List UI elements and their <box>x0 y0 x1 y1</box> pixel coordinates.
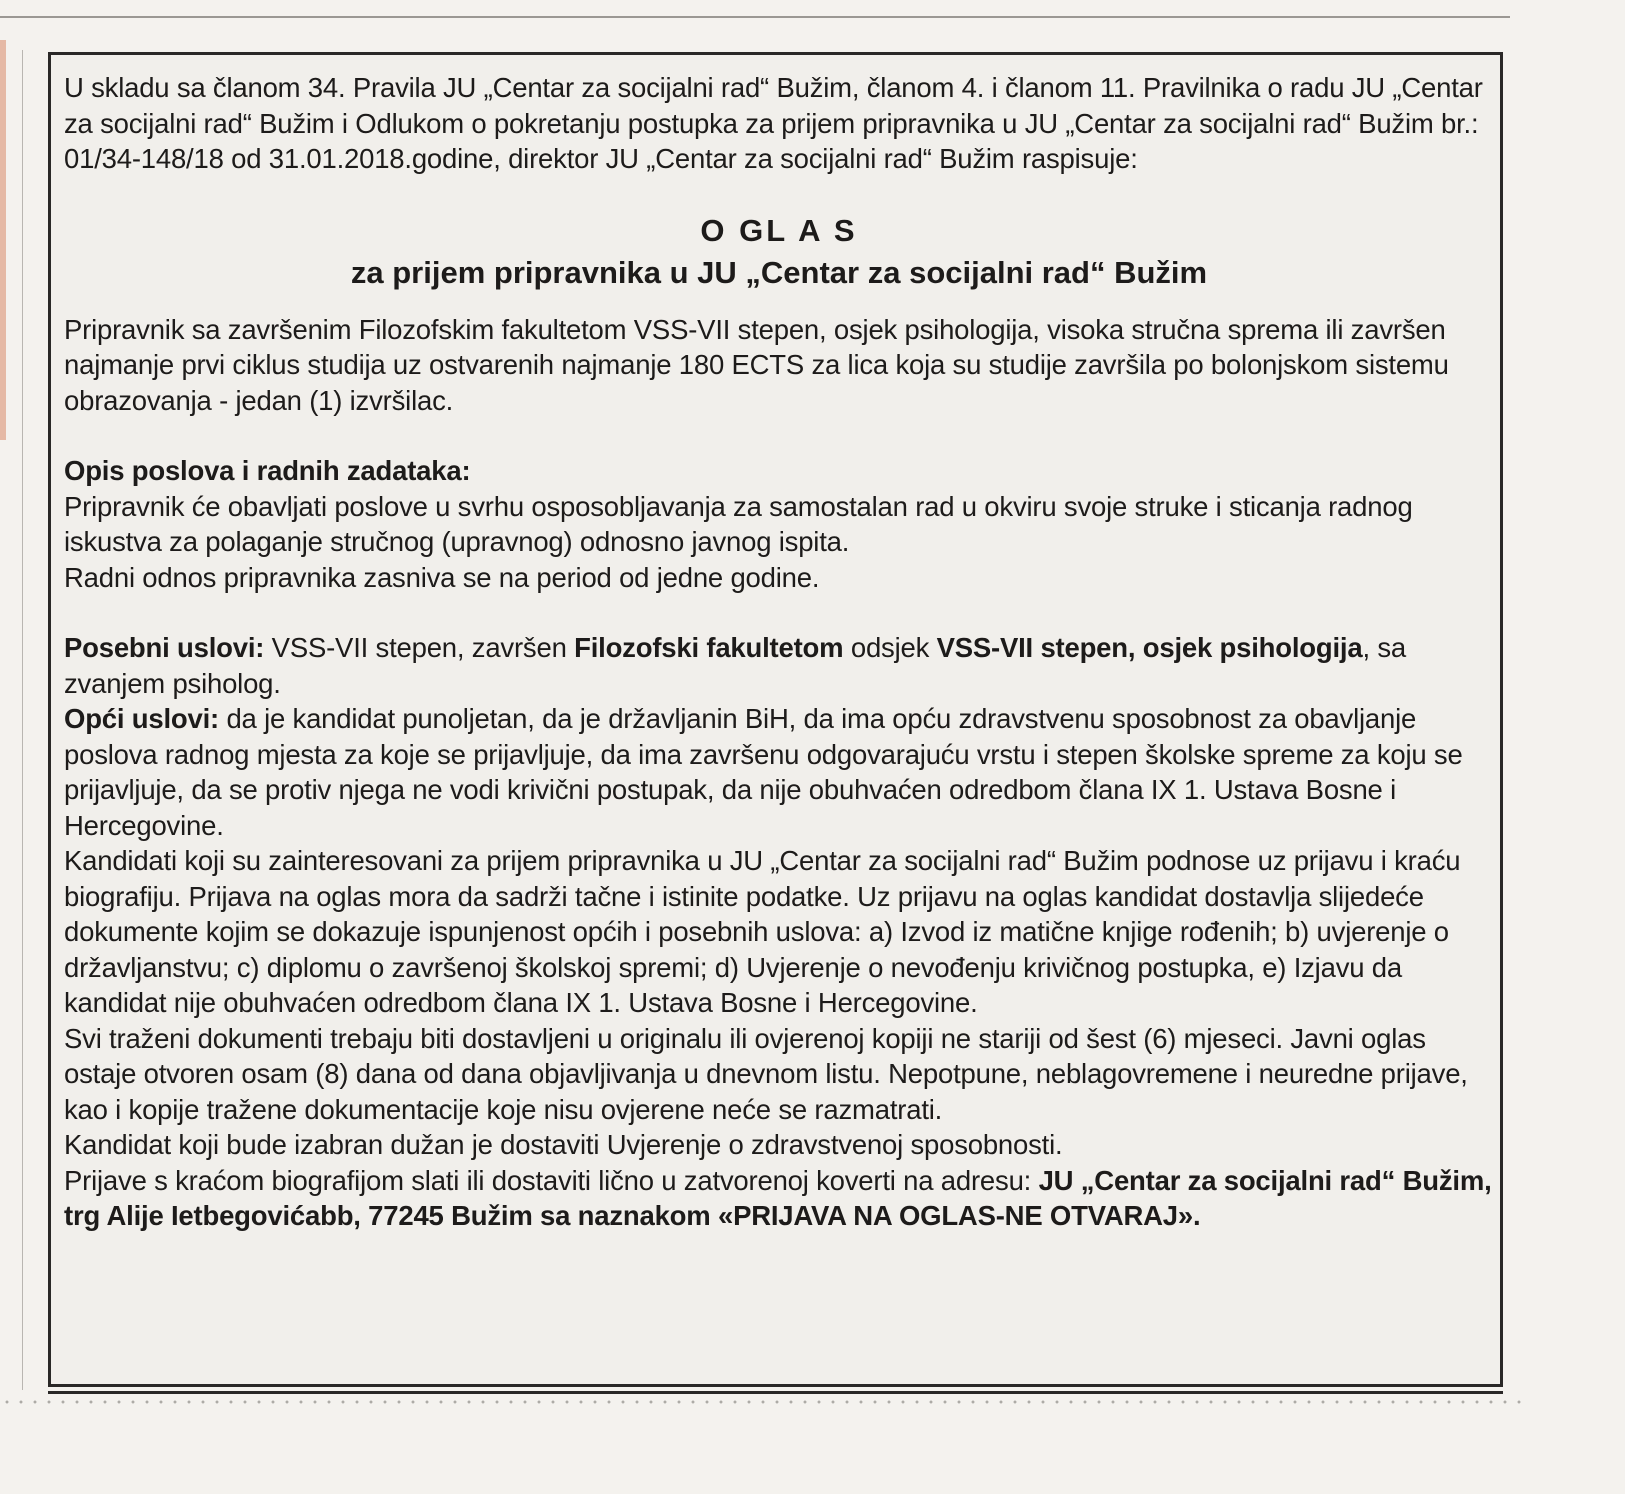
special-conditions <box>64 630 1494 701</box>
duration-text: Radni odnos pripravnika zasniva se na period od jedne godine. <box>64 561 820 593</box>
submission-address: JU „Centar za socijalni rad“ Bužim, trg Alije Ietbegovićabb, 77245 Bužim sa naznakom «PRIJAVA NA OGLAS-NE OTVARAJ». <box>64 1164 1492 1231</box>
ad-content <box>64 70 1494 1234</box>
job-ad-box <box>48 52 1503 1387</box>
duties-heading-text: Opis poslova i radnih zadataka: <box>64 455 471 486</box>
position-paragraph: Pripravnik sa završenim Filozofskim fakultetom VSS-VII stepen, osjek psihologija, visoka stručna sprema ili završen najmanje prvi ciklus studija uz ostvarenih najmanje 180 ECTS za lica koja su studije završila po bolonjskom sistemu obrazovanja - jedan (1) izvršilac. <box>64 313 1449 416</box>
ad-subtitle: za prijem pripravnika u JU „Centar za socijalni rad“ Bužim <box>350 254 1208 290</box>
validity-paragraph: Svi traženi dokumenti trebaju biti dostavljeni u originalu ili ovjerenoj kopiji ne stariji od šest (6) mjeseci. Javni oglas ostaje otvoren osam (8) dana od dana objavljivanja u dnevnom listu. Nepotpune, neblagovremene i neuredne prijave, kao i kopije tražene dokumentacije koje nisu ovjerene neće se razmatrati. <box>64 1022 1468 1125</box>
special-bold-1: Filozofski fakultetom <box>574 632 844 663</box>
general-text: da je kandidat punoljetan, da je državljanin BiH, da ima opću zdravstvenu sposobnost za obavljanje poslova radnog mjesta za koje se prijavljuje, da ima završenu odgovarajuću vrstu i stepen školske spreme za koju se prijavljuje, da se protiv njega ne vodi krivični postupak, da nije obuhvaćen odredbom člana IX 1. Ustava Bosne i Hercegovine. <box>64 703 1463 841</box>
special-bold-2: VSS-VII stepen, osjek psihologija <box>936 632 1363 663</box>
duties-heading <box>64 453 1494 489</box>
special-text-2: odsjek <box>843 632 937 663</box>
documents-paragraph: Kandidati koji su zainteresovani za prijem pripravnika u JU „Centar za socijalni rad“ Bužim podnose uz prijavu i kraću biografiju. Prijava na oglas mora da sadrži tačne i istinite podatke. Uz prijavu na oglas kandidat dostavlja slijedeće dokumente kojim se dokazuje ispunjenost općih i posebnih uslova: a) Izvod iz matične knjige rođenih; b) uvjerenje o državljanstvu; c) diplomu o završenoj školskoj spremi; d) Uvjerenje o nevođenju krivičnog postupka, e) Izjavu da kandidat nije obuhvaćen odredbom člana IX 1. Ustava Bosne i Hercegovine. <box>64 845 1461 1018</box>
special-label: Posebni uslovi: <box>64 632 265 663</box>
ad-title: O GL A S <box>700 212 858 248</box>
page-top-rule <box>0 16 1510 18</box>
general-conditions <box>64 701 1494 843</box>
special-text-3: , sa zvanjem psiholog. <box>64 632 1406 699</box>
submission-paragraph <box>64 1163 1494 1234</box>
column-separator <box>22 50 23 1390</box>
submission-text: Prijave s kraćom biografijom slati ili dostaviti lično u zatvorenoj koverti na adresu: <box>64 1164 1039 1196</box>
intro-paragraph: U skladu sa članom 34. Pravila JU „Centar za socijalni rad“ Bužim, članom 4. i članom 11. Pravilnika o radu JU „Centar za socijalni rad“ Bužim i Odlukom o pokretanju postupka za prijem pripravnika u JU „Centar za socijalni rad“ Bužim br.: 01/34-148/18 od 31.01.2018.godine, direktor JU „Centar za socijalni rad“ Bužim raspisuje: <box>64 72 1483 174</box>
special-text-1: VSS-VII stepen, završen <box>264 632 575 663</box>
general-label: Opći uslovi: <box>64 703 219 734</box>
duties-text: Pripravnik će obavljati poslove u svrhu osposobljavanja za samostalan rad u okviru svoje struke i sticanja radnog iskustva za polaganje stručnog (upravnog) odnosno javnog ispita. <box>64 490 1413 557</box>
adjacent-column-edge <box>0 40 6 440</box>
health-paragraph: Kandidat koji bude izabran dužan je dostaviti Uvjerenje o zdravstvenoj sposobnosti. <box>64 1129 1063 1160</box>
dotted-bottom-border <box>0 1398 1530 1408</box>
